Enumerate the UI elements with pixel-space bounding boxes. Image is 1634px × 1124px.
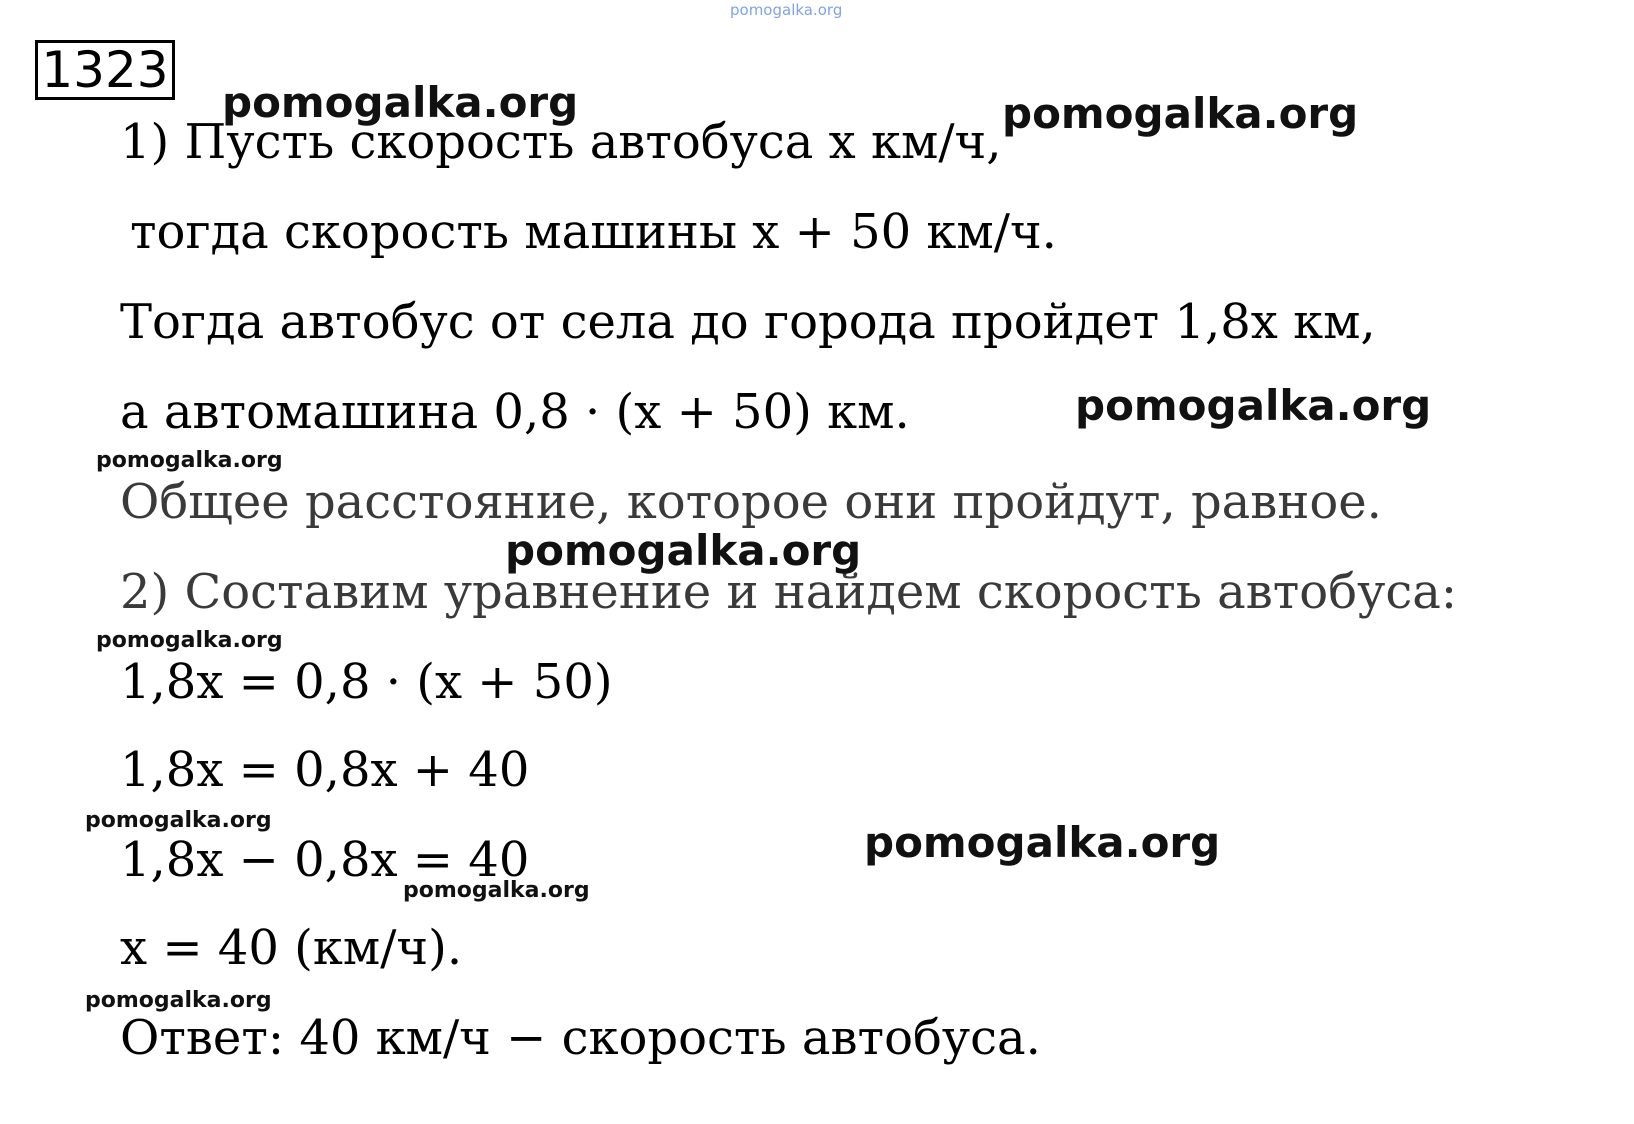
watermark: pomogalka.org: [403, 878, 590, 903]
solution-line-5: Общее расстояние, которое они пройдут, равное.: [120, 474, 1382, 530]
watermark: pomogalka.org: [85, 808, 272, 833]
equation-line-4: x = 40 (км/ч).: [120, 920, 463, 976]
watermark: pomogalka.org: [505, 526, 862, 575]
watermark: pomogalka.org: [222, 78, 579, 127]
watermark: pomogalka.org: [1075, 381, 1432, 430]
watermark: pomogalka.org: [96, 448, 283, 473]
problem-number: 1323: [35, 40, 175, 100]
solution-line-2: тогда скорость машины x + 50 км/ч.: [130, 204, 1057, 260]
equation-line-3: 1,8x − 0,8x = 40: [120, 832, 530, 888]
solution-line-4: а автомашина 0,8 · (x + 50) км.: [120, 384, 910, 440]
solution-line-6: 2) Составим уравнение и найдем скорость автобуса:: [120, 564, 1458, 620]
watermark: pomogalka.org: [85, 988, 272, 1013]
equation-line-2: 1,8x = 0,8x + 40: [120, 742, 530, 798]
answer-line: Ответ: 40 км/ч − скорость автобуса.: [120, 1010, 1041, 1066]
watermark: pomogalka.org: [1002, 89, 1359, 138]
watermark-top: pomogalka.org: [730, 1, 843, 19]
equation-line-1: 1,8x = 0,8 · (x + 50): [120, 654, 613, 710]
watermark: pomogalka.org: [96, 628, 283, 653]
solution-line-3: Тогда автобус от села до города пройдет 1,8x км,: [120, 294, 1376, 350]
solution-line-1: 1) Пусть скорость автобуса x км/ч,: [120, 114, 1002, 170]
watermark: pomogalka.org: [864, 818, 1221, 867]
